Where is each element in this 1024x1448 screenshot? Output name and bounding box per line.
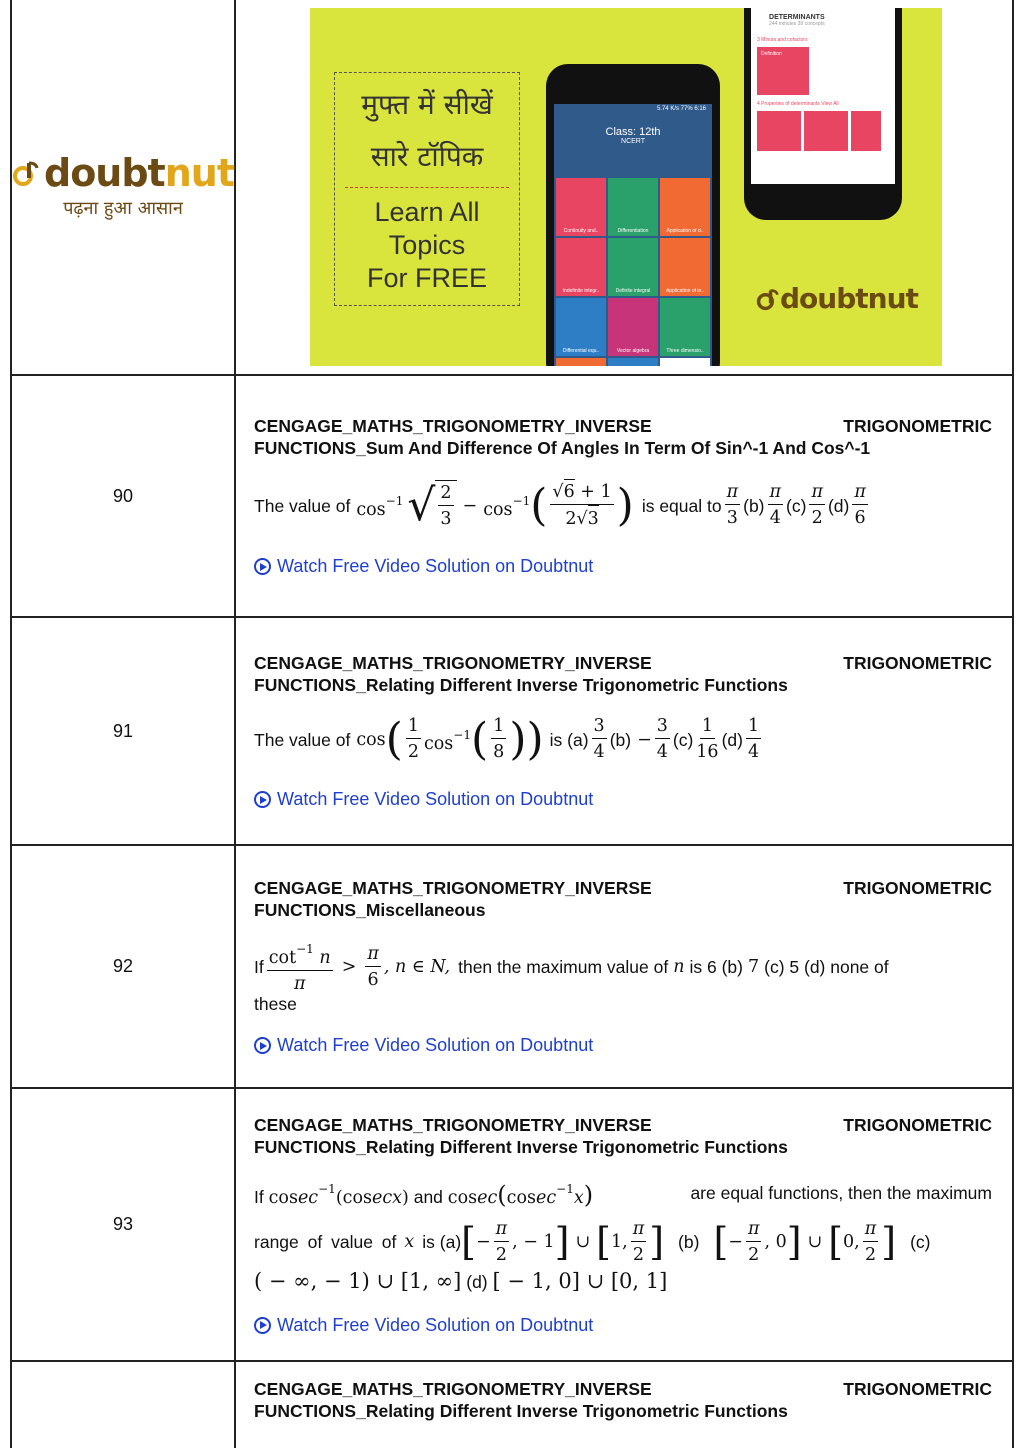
watch-video-link[interactable] bbox=[254, 556, 992, 577]
phone-mockup-left bbox=[546, 64, 720, 366]
question-text-line2: range of value of x is (a) [ − $\frac{\pi}{2}$ , − 1 ] ∪ [ 1, $\frac{\pi}{2}$ ] (b) [ − $\frac{\pi}{2}$ , 0 ] ∪ [ 0, $\frac{\pi}{2}$ ] (c) bbox=[254, 1218, 931, 1265]
promo-text-box bbox=[334, 72, 520, 306]
watch-label: Watch Free Video Solution on Doubtnut bbox=[277, 556, 594, 576]
option-d: (d) bbox=[827, 495, 850, 516]
topic-tile: Application of d.. bbox=[660, 178, 710, 236]
title-line2: FUNCTIONS_Relating Different Inverse Trigonometric Functions bbox=[254, 1401, 788, 1421]
math-expression: $\cos^{-1}$ bbox=[356, 494, 404, 520]
property-card bbox=[851, 111, 881, 151]
title-line2: FUNCTIONS_Miscellaneous bbox=[254, 900, 486, 920]
title-right: TRIGONOMETRIC bbox=[843, 1114, 992, 1135]
question-number bbox=[11, 1361, 235, 1448]
question-after: are equal functions, then the maximum bbox=[690, 1183, 992, 1203]
banner-logo-text: doubtnut bbox=[780, 282, 918, 315]
question-text-line2: these bbox=[254, 994, 297, 1014]
promo-divider bbox=[345, 187, 509, 188]
question-end2: (c) 5 (d) none of bbox=[764, 957, 889, 977]
topic-tile: Vector algebra bbox=[608, 298, 658, 356]
title-left: CENGAGE_MATHS_TRIGONOMETRY_INVERSE bbox=[254, 1114, 652, 1135]
banner-cell bbox=[235, 0, 1013, 375]
phone-section-minors: 3 Minors and cofactors bbox=[757, 37, 808, 43]
question-mid: then the maximum value of bbox=[458, 957, 669, 977]
title-left: CENGAGE_MATHS_TRIGONOMETRY_INVERSE bbox=[254, 1379, 652, 1399]
watch-label: Watch Free Video Solution on Doubtnut bbox=[277, 1314, 594, 1335]
phone-chapter-title: DETERMINANTS bbox=[769, 14, 825, 21]
title-left: CENGAGE_MATHS_TRIGONOMETRY_INVERSE bbox=[254, 653, 652, 673]
doubtnut-logo bbox=[12, 151, 235, 195]
option-b: (b) bbox=[609, 729, 632, 750]
phone-right-screen bbox=[751, 8, 895, 184]
question-row bbox=[11, 845, 1013, 1088]
logo-tagline: पढ़ना हुआ आसान bbox=[63, 198, 183, 219]
option-d: (d) bbox=[466, 1271, 488, 1292]
phone-class-title: Class: 12th bbox=[605, 126, 661, 138]
option-c: (c) bbox=[786, 495, 807, 516]
watch-video-link[interactable] bbox=[254, 1315, 992, 1336]
logo-text-nut: nut bbox=[164, 151, 235, 195]
question-end: is 6 (b) bbox=[689, 957, 743, 977]
option-c: (c) bbox=[910, 1232, 931, 1252]
math-sqrt-sign: √ bbox=[407, 479, 436, 531]
logo-text-doubt: doubt bbox=[44, 151, 165, 195]
question-row bbox=[11, 375, 1013, 617]
question-number: 92 bbox=[11, 845, 235, 1088]
question-number: 91 bbox=[11, 617, 235, 845]
topic-tile-blank bbox=[660, 358, 710, 366]
topic-tile: Definite integral bbox=[608, 238, 658, 296]
question-title bbox=[254, 652, 992, 696]
question-prefix: If bbox=[254, 1186, 264, 1207]
banner-doubtnut-logo bbox=[756, 282, 918, 315]
title-line2: FUNCTIONS_Relating Different Inverse Trigonometric Functions bbox=[254, 1136, 788, 1157]
play-circle-icon bbox=[254, 558, 271, 575]
question-prefix: If bbox=[254, 957, 264, 977]
question-number: 93 bbox=[11, 1088, 235, 1361]
topic-tile-blank bbox=[556, 358, 606, 366]
question-mid: is equal to bbox=[641, 495, 722, 516]
play-circle-icon bbox=[254, 791, 271, 808]
watch-label: Watch Free Video Solution on Doubtnut bbox=[277, 1035, 594, 1055]
question-is-a: is (a) bbox=[422, 1232, 462, 1252]
logo-cell bbox=[11, 0, 235, 375]
topic-tile: Differential equ.. bbox=[556, 298, 606, 356]
promo-english-line2: Topics bbox=[388, 230, 466, 260]
question-range: range of value of bbox=[254, 1232, 397, 1252]
question-text: The value of cos ( $\frac{1}{2}$ $\cos^{-1}$ ( $\frac{1}{8}$ ) ) is (a) $\frac{3}{4}$ (b) − $\frac{3}{4}$ (c) $\frac{1}{16}$ (d) $\frac{1}{4}$ bbox=[254, 713, 760, 765]
watch-video-link[interactable] bbox=[254, 1035, 992, 1056]
question-title bbox=[254, 415, 992, 459]
question-text-line3: ( − ∞, − 1) ∪ [1, ∞] (d) [ − 1, 0] ∪ [0, 1] bbox=[254, 1268, 668, 1293]
property-card bbox=[804, 111, 848, 151]
phone-left-header bbox=[554, 104, 712, 176]
header-row bbox=[11, 0, 1013, 375]
phone-mockup-right bbox=[744, 8, 902, 220]
question-title bbox=[254, 877, 992, 921]
title-right: TRIGONOMETRIC bbox=[843, 878, 992, 898]
doubtnut-logo-icon bbox=[12, 159, 40, 187]
phone-property-cards bbox=[757, 111, 895, 151]
title-line2: FUNCTIONS_Sum And Difference Of Angles In Term Of Sin^-1 And Cos^-1 bbox=[254, 438, 871, 458]
phone-board-label: NCERT bbox=[621, 138, 645, 145]
question-text: If $\frac{\cot^{-1} n}{\pi}$ > $\frac{\pi}{6}$ , n ∈ N, then the maximum value of n is 6 (b) 7 (c) 5 (d) none of bbox=[254, 937, 992, 997]
option-d: (d) bbox=[721, 729, 743, 750]
play-circle-icon bbox=[254, 1317, 271, 1334]
promo-english-line3: For FREE bbox=[367, 263, 488, 293]
title-right: TRIGONOMETRIC bbox=[843, 653, 992, 673]
watch-label: Watch Free Video Solution on Doubtnut bbox=[277, 789, 594, 809]
question-and: and bbox=[413, 1186, 443, 1207]
question-content bbox=[235, 1361, 1013, 1448]
question-mid: is (a) bbox=[549, 729, 589, 750]
promo-banner[interactable] bbox=[310, 8, 942, 366]
question-number: 90 bbox=[11, 375, 235, 617]
question-row bbox=[11, 1088, 1013, 1361]
question-content bbox=[235, 375, 1013, 617]
phone-topic-grid bbox=[554, 176, 712, 366]
phone-definition-card: Definition bbox=[757, 47, 809, 95]
title-left: CENGAGE_MATHS_TRIGONOMETRY_INVERSE bbox=[254, 416, 652, 436]
title-line2: FUNCTIONS_Relating Different Inverse Trigonometric Functions bbox=[254, 675, 788, 695]
phone-left-screen bbox=[554, 104, 712, 366]
phone-status-bar: 5.74 K/s 77% 6:16 bbox=[656, 106, 707, 112]
phone-chapter-meta: 244 minutes 39 concepts bbox=[769, 21, 825, 27]
title-right: TRIGONOMETRIC bbox=[843, 416, 992, 436]
promo-hindi-line1: मुफ्त में सीखें bbox=[361, 88, 493, 121]
question-prefix: The value of bbox=[254, 729, 351, 750]
topic-tile: Differentiation bbox=[608, 178, 658, 236]
topic-tile: Three dimensio.. bbox=[660, 298, 710, 356]
question-row bbox=[11, 1361, 1013, 1448]
question-text: The value of $\cos^{-1}$ √ $\frac{2}{3}$ − $\cos^{-1}$ ( $\frac{√6 + 1}{2√3}$ ) is equal to $\frac{\pi}{3}$ (b) $\frac{\pi}{4}$ (c) $\frac{\pi}{2}$ (d) $\frac{\pi}{6}$ bbox=[254, 479, 866, 531]
question-prefix: The value of bbox=[254, 495, 351, 516]
play-circle-icon bbox=[254, 1037, 271, 1054]
topic-tile: Continuity and.. bbox=[556, 178, 606, 236]
banner-logo-icon bbox=[756, 287, 780, 311]
phone-section-properties: 4 Properties of determinants View All bbox=[757, 101, 839, 107]
title-left: CENGAGE_MATHS_TRIGONOMETRY_INVERSE bbox=[254, 878, 652, 898]
question-content bbox=[235, 617, 1013, 845]
question-title bbox=[254, 1378, 992, 1422]
topic-tile-blank bbox=[608, 358, 658, 366]
property-card bbox=[757, 111, 801, 151]
question-content bbox=[235, 845, 1013, 1088]
watch-video-link[interactable] bbox=[254, 789, 992, 810]
question-title bbox=[254, 1114, 992, 1158]
option-b: (b) bbox=[743, 495, 765, 516]
question-text-line1: If cosec$^{-1}$(cosecx) and cosec(cosec$^{-1}$x) are equal functions, then the maximum bbox=[254, 1180, 992, 1209]
topic-tile: Indefinite integr.. bbox=[556, 238, 606, 296]
question-table bbox=[10, 0, 1014, 1448]
option-b: (b) bbox=[678, 1232, 700, 1252]
title-right: TRIGONOMETRIC bbox=[843, 1379, 992, 1399]
question-content bbox=[235, 1088, 1013, 1361]
topic-tile: Application of in.. bbox=[660, 238, 710, 296]
question-row bbox=[11, 617, 1013, 845]
option-c: (c) bbox=[672, 729, 694, 750]
promo-hindi-line2: सारे टॉपिक bbox=[370, 140, 484, 173]
promo-english-line1: Learn All bbox=[374, 197, 480, 227]
